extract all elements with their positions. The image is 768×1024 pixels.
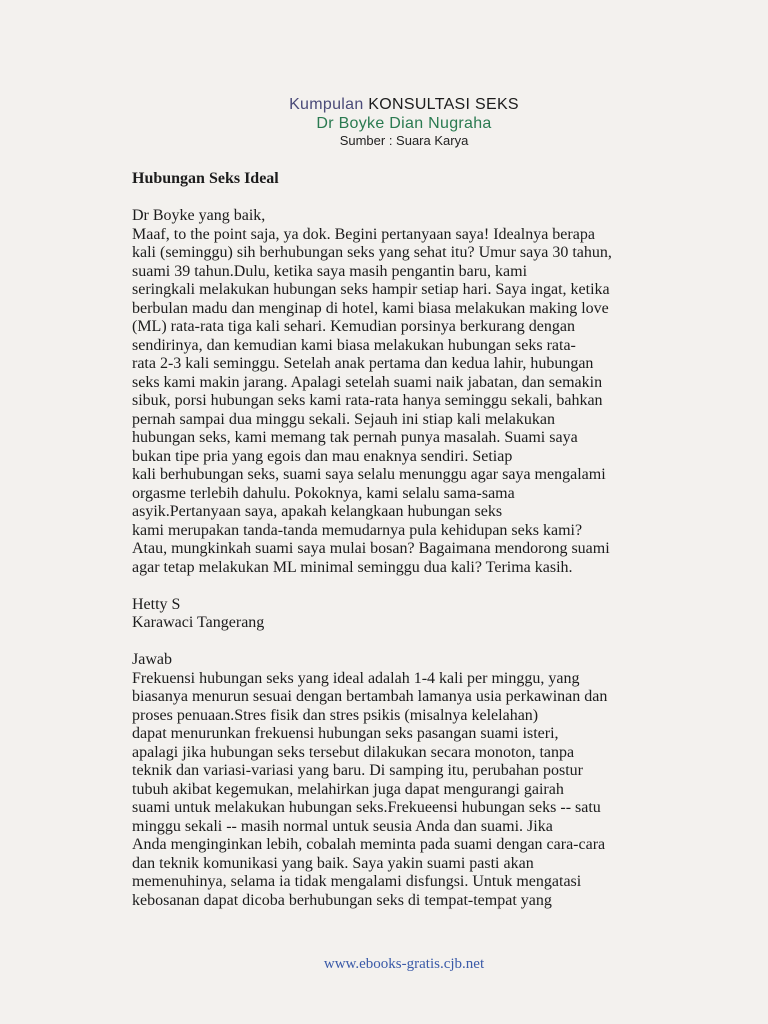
question-line: (ML) rata-rata tiga kali sehari. Kemudian porsinya berkurang dengan	[132, 318, 575, 335]
answer-line: minggu sekali -- masih normal untuk seusia Anda dan suami. Jika	[132, 817, 553, 835]
answer-line: tubuh akibat kegemukan, melahirkan juga dapat mengurangi gairah	[132, 780, 564, 798]
signature-name: Hetty S	[132, 595, 181, 613]
question-line: berbulan madu dan menginap di hotel, kami biasa melakukan making love	[132, 299, 609, 317]
footer-link[interactable]: www.ebooks-gratis.cjb.net	[323, 956, 485, 972]
question-line: rata 2-3 kali seminggu. Setelah anak pertama dan kedua lahir, hubungan	[132, 355, 594, 372]
question-line: agar tetap melakukan ML minimal seminggu dua kali? Terima kasih.	[132, 558, 573, 576]
answer-line: Frekuensi hubungan seks yang ideal adalah 1-4 kali per minggu, yang	[132, 669, 580, 687]
question-line: seks kami makin jarang. Apalagi setelah suami naik jabatan, dan semakin	[132, 373, 603, 391]
answer-line: dan teknik komunikasi yang baik. Saya yakin suami pasti akan	[132, 854, 534, 872]
answer-line: memenuhinya, selama ia tidak mengalami disfungsi. Untuk mengatasi	[132, 873, 582, 890]
answer-line: kebosanan dapat dicoba berhubungan seks di tempat-tempat yang	[132, 891, 552, 909]
source-line: Sumber : Suara Karya	[339, 133, 469, 148]
question-line: sendirinya, dan kemudian kami biasa melakukan hubungan seks rata-	[132, 336, 576, 354]
article-body	[132, 170, 732, 910]
answer-heading: Jawab	[132, 651, 172, 668]
answer-line: dapat menurunkan frekuensi hubungan seks pasangan suami isteri,	[132, 725, 559, 742]
question-line: kali berhubungan seks, suami saya selalu menunggu agar saya mengalami	[132, 466, 606, 483]
question-line: kami merupakan tanda-tanda memudarnya pula kehidupan seks kami?	[132, 521, 583, 539]
question-line: Atau, mungkinkah suami saya mulai bosan? Bagaimana mendorong suami	[132, 540, 610, 557]
question-line: Maaf, to the point saja, ya dok. Begini pertanyaan saya! Idealnya berapa	[132, 225, 595, 243]
question-line: Dr Boyke yang baik,	[132, 207, 266, 224]
question-line: asyik.Pertanyaan saya, apakah kelangkaan hubungan seks	[132, 503, 503, 520]
question-text	[132, 207, 732, 577]
collection-label: Kumpulan	[289, 96, 364, 113]
question-line: seringkali melakukan hubungan seks hampir setiap hari. Saya ingat, ketika	[132, 281, 610, 298]
question-line: orgasme terlebih dahulu. Pokoknya, kami selalu sama-sama	[132, 484, 515, 502]
answer-line: suami untuk melakukan hubungan seks.Frekueensi hubungan seks -- satu	[132, 799, 601, 816]
answer-line: Anda menginginkan lebih, cobalah meminta pada suami dengan cara-cara	[132, 836, 606, 853]
question-line: suami 39 tahun.Dulu, ketika saya masih pengantin baru, kami	[132, 262, 528, 280]
answer-line: apalagi jika hubungan seks tersebut dilakukan secara monoton, tanpa	[132, 743, 575, 761]
answer-line: teknik dan variasi-variasi yang baru. Di samping itu, perubahan postur	[132, 762, 583, 779]
collection-name: KONSULTASI SEKS	[368, 96, 519, 113]
question-line: sibuk, porsi hubungan seks kami rata-rata hanya seminggu sekali, bahkan	[132, 392, 603, 409]
question-line: kali (seminggu) sih berhubungan seks yang sehat itu? Umur saya 30 tahun,	[132, 244, 612, 261]
collection-title	[0, 95, 768, 115]
answer-line: biasanya menurun sesuai dengan bertambah lamanya usia perkawinan dan	[132, 688, 608, 705]
question-line: hubungan seks, kami memang tak pernah punya masalah. Suami saya	[132, 429, 578, 446]
answer-line: proses penuaan.Stres fisik dan stres psikis (misalnya kelelahan)	[132, 706, 539, 724]
signature-place: Karawaci Tangerang	[132, 614, 265, 631]
author-name: Dr Boyke Dian Nugraha	[316, 115, 492, 132]
question-line: bukan tipe pria yang egois dan mau enaknya sendiri. Setiap	[132, 447, 513, 465]
answer-text	[132, 670, 732, 911]
article-title: Hubungan Seks Ideal	[132, 170, 279, 187]
document-header	[0, 95, 768, 149]
question-line: pernah sampai dua minggu sekali. Sejauh ini stiap kali melakukan	[132, 410, 556, 428]
